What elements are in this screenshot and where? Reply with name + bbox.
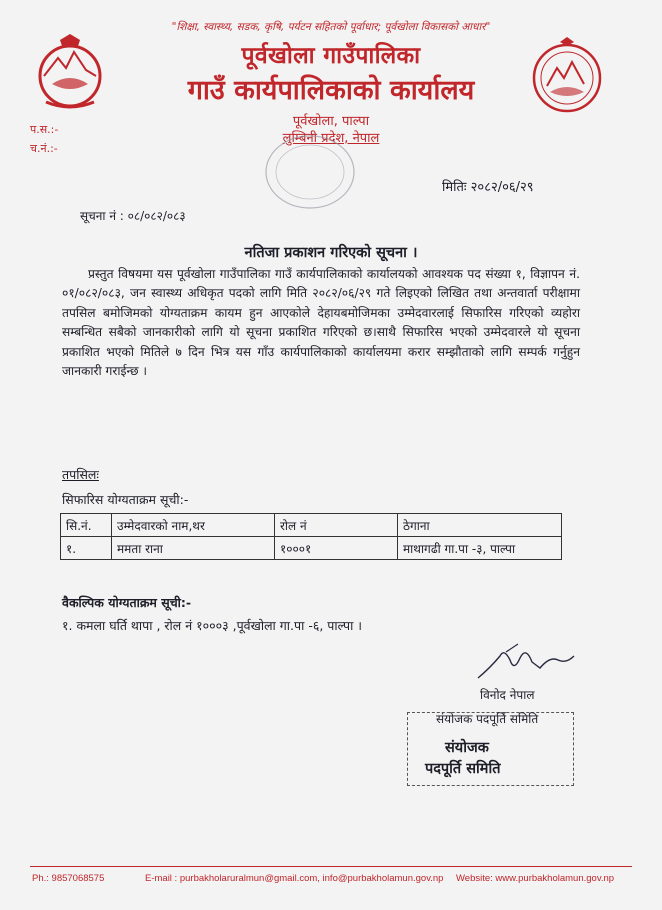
cn-label: च.नं.:- [30, 142, 58, 155]
municipality-title: पूर्वखोला गाउँपालिका [241, 43, 421, 69]
alternate-list-item: १. कमला घर्ति थापा , रोल नं १०००३ ,पूर्वखोला गा.पा -६, पाल्पा । [62, 618, 363, 633]
table-header: रोल नं [275, 514, 398, 537]
footer-website: Website: www.purbakholamun.gov.np [456, 873, 615, 884]
notice-heading: नतिजा प्रकाशन गरिएको सूचना । [244, 245, 418, 261]
table-header: ठेगाना [398, 514, 562, 537]
municipality-motto: "शिक्षा, स्वास्थ्य, सडक, कृषि, पर्यटन सहितको पूर्वाधार; पूर्वखोला विकासको आधार" [171, 21, 491, 33]
table-header-row [61, 514, 562, 537]
signatory-title: संयोजक पदपूर्ति समिति [436, 712, 539, 726]
nepal-government-emblem-icon [30, 32, 110, 112]
address-line-1: पूर्वखोला, पाल्पा [292, 114, 370, 129]
table-cell: ममता राना [112, 537, 275, 560]
office-title: गाउँ कार्यपालिकाको कार्यालय [187, 75, 475, 106]
address-line-2: लुम्बिनी प्रदेश, नेपाल [282, 131, 380, 146]
footer-divider [30, 866, 632, 867]
municipality-logo-icon [522, 36, 612, 118]
table-cell: १०००१ [275, 537, 398, 560]
stamp-line-2: पदपूर्ति समिति [425, 761, 501, 777]
signatory-name: विनोद नेपाल [480, 688, 535, 702]
merit-table [60, 513, 562, 560]
table-header: उम्मेदवारको नाम,थर [112, 514, 275, 537]
table-row [61, 537, 562, 560]
notice-number: सूचना नं : ०८/०८२/०८३ [80, 209, 186, 223]
handwritten-signature-icon [470, 638, 590, 688]
table-cell: माथागढी गा.पा -३, पाल्पा [398, 537, 562, 560]
footer-email: E-mail : purbakholaruralmun@gmail.com, info@purbakholamun.gov.np [145, 873, 444, 884]
details-label: तपसिलः [62, 467, 99, 482]
notice-date: मितिः २०८२/०६/२९ [442, 180, 534, 195]
table-header: सि.नं. [61, 514, 112, 537]
notice-body: प्रस्तुत विषयमा यस पूर्वखोला गाउँपालिका गाउँ कार्यपालिकाको कार्यालयको आवश्यक पद संख्या १, विज्ञापन नं. ०१/०८२/०८३, जन स्वास्थ्य अधिकृत पदको लागि मिति २०८२/०६/२९ गते लिइएको लिखित तथा अन्तवार्ता परीक्षामा तपसिल बमोजिमको योग्यताक्रम कायम हुन आएकोले देहायबमोजिमका उम्मेदवारलाई सिफारिस गरिएको व्यहोरा सम्बन्धित सबैको जानकारीको लागि यो सूचना प्रकाशित गरिएको छ।साथै सिफारिस भएको उम्मेदवारले यो सूचना प्रकाशित भएको मितिले ७ दिन भित्र यस गाँउ कार्यपालिकाको कार्यालयमा करार सम्झौताको लागि सम्पर्क गर्नुहुन जानकारी गराईन्छ । [62, 267, 580, 379]
merit-list-label: सिफारिस योग्यताक्रम सूची:- [62, 492, 189, 507]
stamp-line-1: संयोजक [445, 740, 489, 756]
ps-label: प.स.:- [30, 123, 59, 136]
office-seal-icon [262, 132, 358, 212]
alternate-list-label: वैकल्पिक योग्यताक्रम सूची:- [62, 595, 192, 610]
footer-phone: Ph.: 9857068575 [32, 873, 105, 884]
table-cell: १. [61, 537, 112, 560]
